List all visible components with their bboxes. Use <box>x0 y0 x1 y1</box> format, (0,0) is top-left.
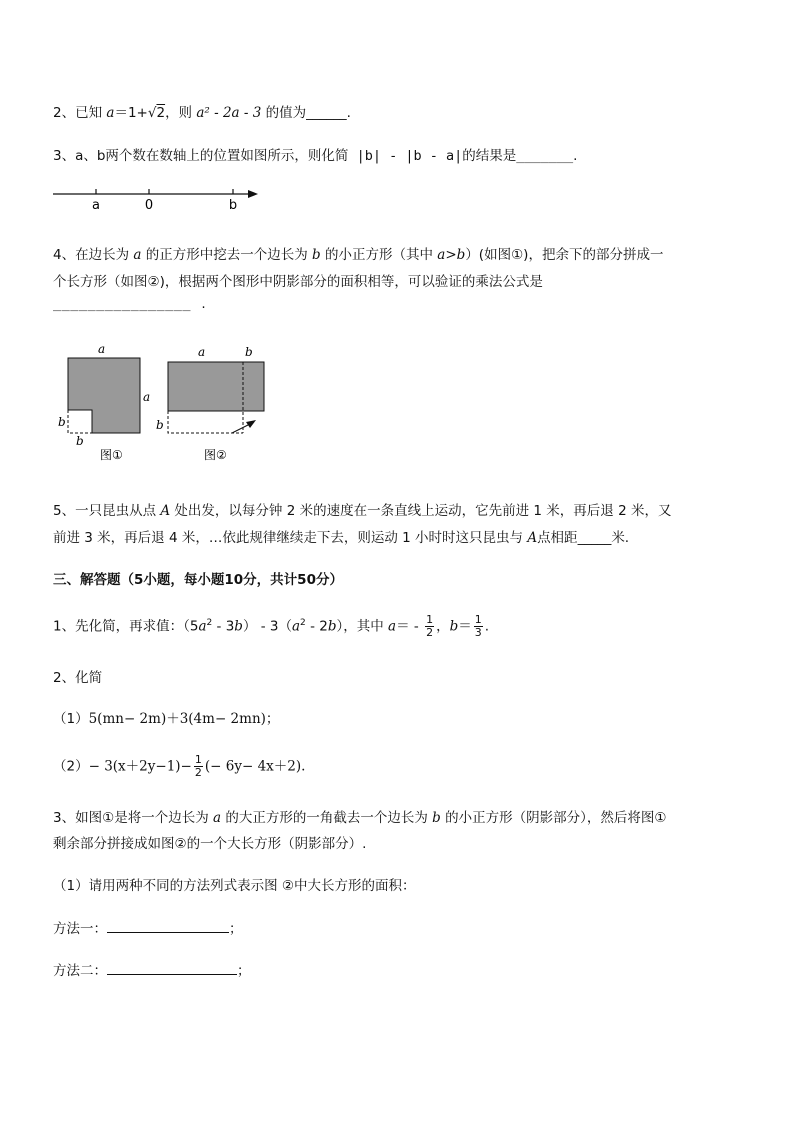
q3-expression: |b| - |b - a| <box>348 148 463 164</box>
q5-text-5: 米. <box>611 530 630 546</box>
q5-point-a: A <box>160 503 171 519</box>
q2-text-a: 已知 <box>75 105 107 121</box>
s1-fraction-b <box>474 614 483 639</box>
q2-number: 2 <box>53 105 62 121</box>
s1-var-a: a <box>388 618 397 635</box>
q4-condition: a>b <box>437 247 466 263</box>
s1-text-1: 1、先化简，再求值：（5 <box>53 618 199 635</box>
q2-blank: ______ <box>306 105 347 121</box>
solve-question-2-part-2 <box>53 754 305 779</box>
q4-text-1: 4、在边长为 <box>53 247 134 263</box>
question-4-line1 <box>53 243 663 263</box>
q5-text-3: 前进 3 米，再后退 4 米，…依此规律继续走下去，则运动 1 小时时这只昆虫与 <box>53 530 528 546</box>
q5-blank: _____ <box>577 530 612 546</box>
s1-sup-2: 2 <box>300 618 306 628</box>
q3-blank: _______ <box>516 148 574 164</box>
s1-comma: ， <box>436 618 450 635</box>
q4-text-2: 的正方形中挖去一个边长为 <box>141 247 313 263</box>
s1-eq-b: ＝ <box>458 618 472 635</box>
figure-2-label-b-top: b <box>245 345 253 359</box>
q4-text-4: ）(如图①)，把余下的部分拼成一 <box>465 247 664 263</box>
s3-text-3: 的小正方形（阴影部分），然后将图① <box>440 810 667 826</box>
question-2 <box>53 101 351 121</box>
label-b: b <box>228 198 238 213</box>
question-5-line2 <box>53 526 629 546</box>
method-2-answer-line[interactable] <box>107 962 237 975</box>
solve-question-1 <box>53 614 489 639</box>
s1-text-4: - 2 <box>305 618 328 635</box>
q2-sqrt-value: 2 <box>156 105 166 121</box>
s1-frac-b-den: 3 <box>474 626 482 639</box>
s2-p2-expression-b: (− 6y− 4x＋2). <box>204 758 306 775</box>
q2-text-c: 的值为 <box>261 105 307 121</box>
s1-sup: 2 <box>206 618 213 628</box>
q4-text-3: 的小正方形（其中 <box>320 247 438 263</box>
s3-var-a: a <box>212 810 222 826</box>
question-4-line3 <box>53 296 206 312</box>
solve-question-3-line2: 剩余部分拼接成如图②的一个大长方形（阴影部分）. <box>53 836 367 852</box>
s1-frac-a-den: 2 <box>426 626 434 639</box>
figure-2-label-b-left: b <box>156 418 164 432</box>
s2-p2-frac-num: 1 <box>194 753 202 766</box>
q4-blank: ________________ <box>53 296 192 312</box>
label-zero: 0 <box>144 198 154 213</box>
figure-2 <box>156 340 280 465</box>
s1-text-2: - 3 <box>212 618 235 635</box>
figure-1-removed-square <box>68 410 92 433</box>
s1-text-3: ） - 3（ <box>242 618 292 635</box>
s1-eq-a: ＝ - <box>396 618 424 635</box>
figure-2-caption: 图② <box>204 448 227 462</box>
figure-2-label-a: a <box>198 345 206 359</box>
solve-question-3-line1 <box>53 806 666 826</box>
s2-p2-frac-den: 2 <box>194 766 202 779</box>
figure-2-dashed-outline <box>168 411 243 433</box>
q2-sep: 、 <box>61 105 76 121</box>
q5-text-1: 5、一只昆虫从点 <box>53 503 161 519</box>
figure-2-arrow-head <box>246 420 256 428</box>
method-2-semicolon: ； <box>237 963 251 979</box>
q5-point-a-2: A <box>527 530 538 546</box>
section-3-title: 三、解答题（5小题，每小题10分，共计50分） <box>53 572 343 588</box>
s1-var-b: b <box>449 618 459 635</box>
solve-question-3-sub1: （1）请用两种不同的方法列式表示图 ②中大长方形的面积： <box>53 878 416 894</box>
q4-var-a: a <box>133 247 142 263</box>
label-a: a <box>92 198 100 213</box>
q4-var-b: b <box>312 247 321 263</box>
q5-text-2: 处出发，以每分钟 2 米的速度在一条直线上运动，它先前进 1 米，再后退 2 米，又 <box>170 503 672 519</box>
s1-b: b <box>234 618 243 635</box>
figure-1-shaded-region <box>68 358 140 433</box>
s1-frac-a-num: 1 <box>426 613 434 626</box>
s3-text-1: 3、如图①是将一个边长为 <box>53 810 213 826</box>
question-5-line1 <box>53 499 671 519</box>
s2-p2-expression-a: − 3(x＋2y−1)− <box>88 758 192 775</box>
number-line <box>50 184 270 214</box>
s2-p2-label: （2） <box>53 758 89 775</box>
s1-end: . <box>484 618 490 635</box>
figure-2-shaded-rectangle <box>168 362 264 411</box>
figure-1-caption: 图① <box>100 448 123 462</box>
figure-1-label-bottom-b: b <box>76 434 84 448</box>
method-2-row <box>53 959 251 979</box>
q2-var-a: a <box>106 105 115 121</box>
s1-frac-b-num: 1 <box>474 613 482 626</box>
s2-p1-label: （1） <box>53 711 89 727</box>
q3-end: . <box>573 148 578 164</box>
q2-expression: a² - 2a - 3 <box>196 105 262 121</box>
s1-a: a <box>198 618 207 635</box>
method-1-row <box>53 917 243 937</box>
q4-end: . <box>201 296 206 312</box>
q5-text-4: 点相距 <box>537 530 578 546</box>
q2-sqrt-symbol: √ <box>147 105 157 121</box>
figure-1-label-right-a: a <box>143 390 151 404</box>
solve-question-2-title: 2、化简 <box>53 670 103 686</box>
s1-text-5: ），其中 <box>336 618 389 635</box>
q3-text2: 的结果是 <box>462 148 517 164</box>
s1-a-2: a <box>291 618 301 635</box>
method-1-label: 方法一： <box>53 921 107 937</box>
question-4-line2: 个长方形（如图②)，根据两个图形中阴影部分的面积相等，可以验证的乘法公式是 <box>53 274 543 290</box>
q2-eq: ＝1+ <box>114 105 148 121</box>
s1-b-2: b <box>327 618 337 635</box>
s3-var-b: b <box>432 810 441 826</box>
s3-text-2: 的大正方形的一角截去一个边长为 <box>221 810 433 826</box>
q2-end: . <box>346 105 351 121</box>
q2-text-b: ，则 <box>165 105 197 121</box>
figure-1 <box>50 340 160 465</box>
number-line-arrow <box>248 190 258 198</box>
figure-1-label-left-b: b <box>58 415 66 429</box>
method-1-answer-line[interactable] <box>107 920 229 933</box>
solve-question-2-part-1 <box>53 707 279 727</box>
s1-fraction-a <box>425 614 434 639</box>
question-3 <box>53 144 577 164</box>
method-1-semicolon: ； <box>229 921 243 937</box>
method-2-label: 方法二： <box>53 963 107 979</box>
q3-text: 3、a、b两个数在数轴上的位置如图所示，则化简 <box>53 148 349 164</box>
s2-p2-fraction <box>194 754 203 779</box>
s2-p1-expression: 5(mn− 2m)＋3(4m− 2mn)； <box>88 711 280 727</box>
figure-1-label-top-a: a <box>98 342 106 356</box>
